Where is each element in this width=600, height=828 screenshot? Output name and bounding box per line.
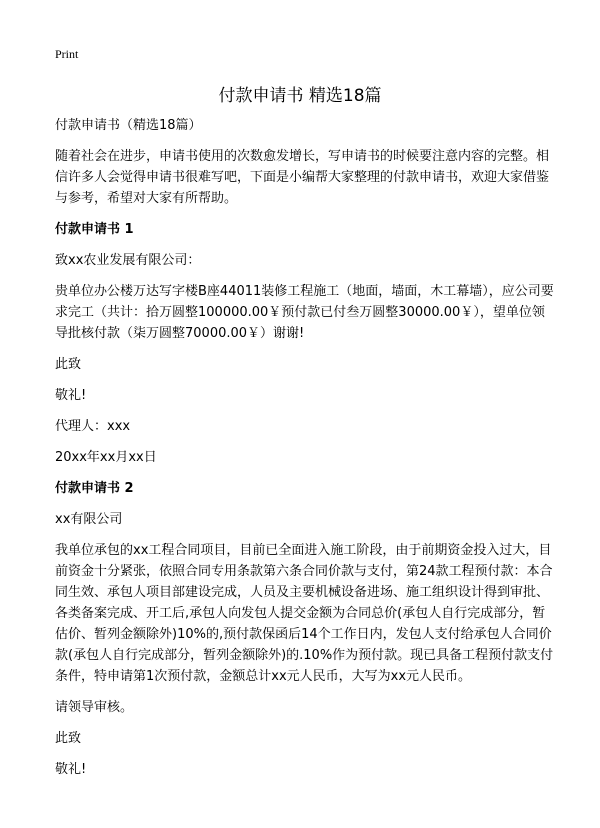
letter-2-heading: 付款申请书 2 [55,481,134,496]
letter-2-closing-2: 敬礼! [55,762,87,777]
page-title: 付款申请书 精选18篇 [218,86,382,106]
document-subtitle: 付款申请书（精选18篇） [55,118,202,133]
letter-1-heading: 付款申请书 1 [55,222,134,237]
letter-2-request: 请领导审核。 [55,700,134,715]
letter-1-date: 20xx年xx月xx日 [55,450,157,465]
letter-1-body: 贵单位办公楼万达写字楼B座44011装修工程施工（地面，墙面，木工幕墙），应公司要求完工（共计：拾万圆整100000.00￥预付款已付叁万圆整30000.00￥），望单位领导批核付款（柒万圆整70000.00￥）谢谢! [55,284,554,341]
letter-1-closing-1: 此致 [55,357,82,372]
letter-1-agent: 代理人：xxx [55,419,131,434]
letter-1-closing-2: 敬礼! [55,388,87,403]
intro-paragraph: 随着社会在进步，申请书使用的次数愈发增长，写申请书的时候要注意内容的完整。相信许多人会觉得申请书很难写吧，下面是小编帮大家整理的付款申请书，欢迎大家借鉴与参考，希望对大家有所帮助。 [55,149,550,206]
letter-2-recipient: xx有限公司 [55,512,123,527]
letter-1-recipient: 致xx农业发展有限公司： [55,253,201,268]
document-body [55,115,555,790]
letter-2-body: 我单位承包的xx工程合同项目，目前已全面进入施工阶段，由于前期资金投入过大，目前资金十分紧张，依照合同专用条款第六条合同价款与支付，第24款工程预付款：本合同生效、承包人项目部建设完成，人员及主要机械设备进场、施工组织设计得到审批、各类备案完成、开工后,承包人向发包人提交金额为合同总价(承包人自行完成部分，暂估价、暂列金额除外)10%的,预付款保函后14个工作日内，发包人支付给承包人合同价款(承包人自行完成部分，暂列金额除外)的.10%作为预付款。现已具备工程预付款支付条件，特申请第1次预付款，金额总计xx元人民币，大写为xx元人民币。 [55,543,554,684]
print-label: Print [55,47,79,61]
letter-2-closing-1: 此致 [55,731,82,746]
